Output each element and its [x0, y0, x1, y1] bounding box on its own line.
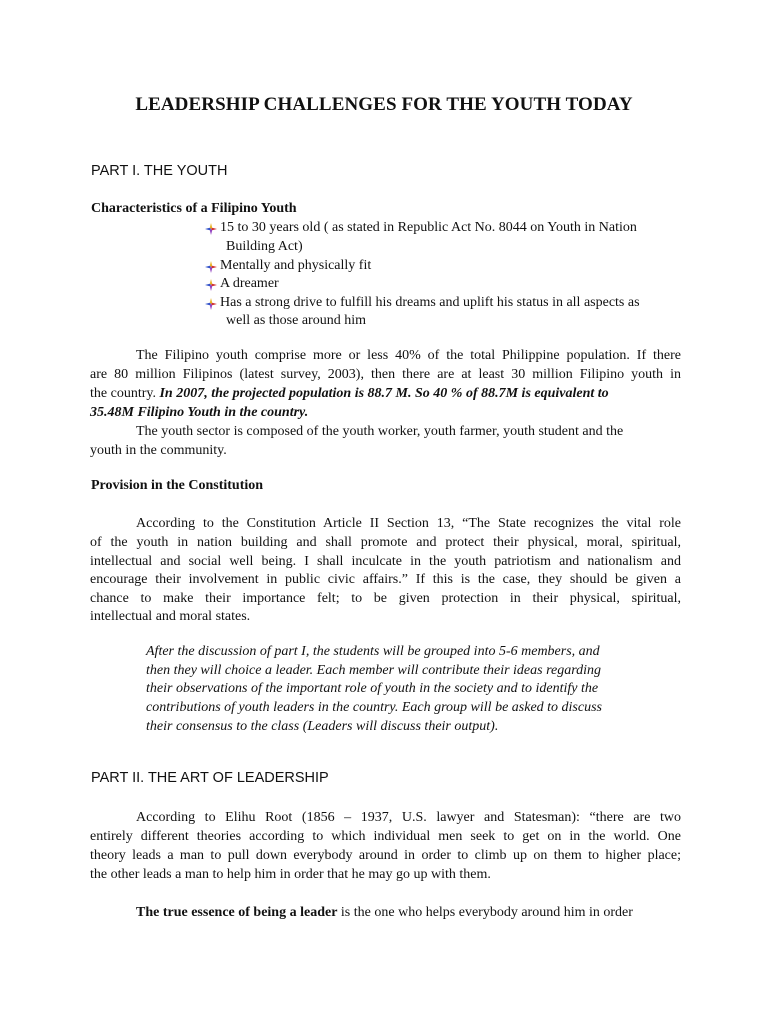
- bullet-continuation: well as those around him: [226, 313, 366, 328]
- paragraph-line: [136, 903, 633, 922]
- part1-heading: PART I. THE YOUTH: [91, 163, 228, 179]
- page-title: LEADERSHIP CHALLENGES FOR THE YOUTH TODAY: [135, 94, 633, 115]
- bullet-text: A dreamer: [220, 276, 279, 291]
- bullet-continuation: Building Act): [226, 239, 303, 254]
- paragraph-line: The Filipino youth comprise more or less 40% of the total Philippine population. If there: [136, 348, 681, 363]
- paragraph-line: According to the Constitution Article II Section 13, “The State recognizes the vital role: [136, 516, 681, 531]
- bullet-text: Has a strong drive to fulfill his dreams and uplift his status in all aspects as: [220, 295, 640, 310]
- part2-heading: PART II. THE ART OF LEADERSHIP: [91, 770, 329, 786]
- four-point-star-bullet-icon: [205, 278, 217, 290]
- paragraph-text: is the one who helps everybody around him in order: [337, 905, 633, 920]
- activity-line: their observations of the important role of youth in the society and to identify the: [146, 681, 599, 696]
- emphasis-text: The true essence of being a leader: [136, 905, 338, 920]
- paragraph-line: of the youth in nation building and shall promote and protect their physical, moral, spiritual,: [90, 535, 681, 550]
- bullet-item: [205, 256, 371, 275]
- bullet-text: Mentally and physically fit: [220, 258, 372, 273]
- paragraph-text: the country.: [90, 386, 160, 401]
- four-point-star-bullet-icon: [205, 222, 217, 234]
- four-point-star-bullet-icon: [205, 297, 217, 309]
- provision-heading: Provision in the Constitution: [91, 478, 264, 493]
- bullet-text: 15 to 30 years old ( as stated in Republic Act No. 8044 on Youth in Nation: [220, 220, 637, 235]
- characteristics-heading: Characteristics of a Filipino Youth: [91, 201, 297, 216]
- activity-line: then they will choice a leader. Each member will contribute their ideas regarding: [146, 663, 602, 678]
- bullet-item: [205, 293, 640, 312]
- bullet-item: [205, 218, 637, 237]
- paragraph-line: are 80 million Filipinos (latest survey, 2003), then there are at least 30 million Filipino youth in: [90, 367, 681, 382]
- paragraph-line: chance to make their importance felt; to be given protection in their physical, spiritual,: [90, 591, 681, 606]
- paragraph-line: theory leads a man to pull down everybody around in order to climb up on them to higher place;: [90, 848, 681, 863]
- paragraph-line: intellectual and social well being. I shall inculcate in the youth patriotism and nationalism and: [90, 554, 681, 569]
- paragraph-line: According to Elihu Root (1856 – 1937, U.S. lawyer and Statesman): “there are two: [136, 810, 681, 825]
- paragraph-line: The youth sector is composed of the youth worker, youth farmer, youth student and the: [136, 424, 624, 439]
- paragraph-line: intellectual and moral states.: [90, 609, 251, 624]
- paragraph-line: [90, 384, 609, 403]
- activity-line: their consensus to the class (Leaders will discuss their output).: [146, 719, 499, 734]
- four-point-star-bullet-icon: [205, 260, 217, 272]
- paragraph-line: entirely different theories according to which individual men seek to get on in the world. One: [90, 829, 681, 844]
- activity-line: contributions of youth leaders in the country. Each group will be asked to discuss: [146, 700, 602, 715]
- emphasis-text: In 2007, the projected population is 88.7 M. So 40 % of 88.7M is equivalent to: [159, 386, 609, 401]
- activity-line: After the discussion of part I, the students will be grouped into 5-6 members, and: [146, 644, 600, 659]
- paragraph-line: youth in the community.: [90, 443, 227, 458]
- bullet-item: [205, 274, 279, 293]
- emphasis-line: 35.48M Filipino Youth in the country.: [90, 405, 309, 420]
- paragraph-line: the other leads a man to help him in order that he may go up with them.: [90, 867, 491, 882]
- paragraph-line: encourage their involvement in public civic affairs.” If this is the case, they should be given a: [90, 572, 681, 587]
